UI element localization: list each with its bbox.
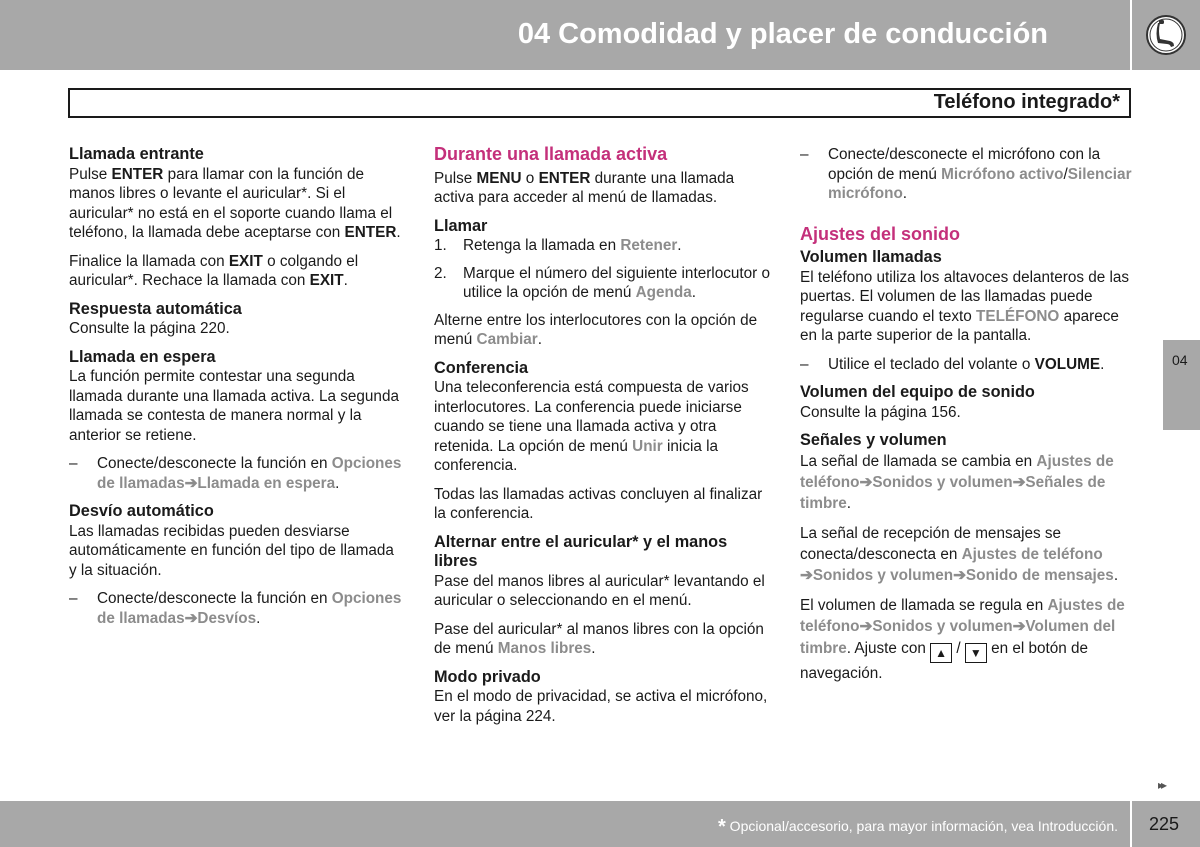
paragraph: Las llamadas recibidas pueden desviarse automáticamente en función del tipo de llamada y la situación. bbox=[69, 522, 394, 579]
chapter-side-tab bbox=[1163, 340, 1200, 430]
paragraph: Pase del auricular* al manos libres con la opción de menú Manos libres. bbox=[434, 620, 764, 657]
arrow-up-button-icon: ▲ bbox=[930, 643, 952, 663]
footer bbox=[0, 801, 1130, 847]
column-3 bbox=[800, 145, 1134, 693]
heading-audio-volume: Volumen del equipo de sonido bbox=[800, 383, 1035, 401]
chapter-tab-label: 04 bbox=[1172, 352, 1188, 368]
list-item: – Conecte/desconecte la función en Opciones de llamadas➔Desvíos. bbox=[69, 590, 402, 627]
heading-call-waiting: Llamada en espera bbox=[69, 347, 216, 366]
continue-arrow-icon: ▸▸ bbox=[1158, 778, 1165, 792]
paragraph: Pase del manos libres al auricular* levantando el auricular o seleccionando en el menú. bbox=[434, 572, 765, 609]
heading-active-call: Durante una llamada activa bbox=[434, 144, 668, 164]
paragraph: Alterne entre los interlocutores con la opción de menú Cambiar. bbox=[434, 311, 758, 348]
column-2 bbox=[434, 145, 770, 735]
page-number-box bbox=[1132, 801, 1200, 847]
paragraph: Una teleconferencia está compuesta de varios interlocutores. La conferencia puede iniciarse cuando se tiene una llamada activa y otra retenida. La opción de menú Unir inicia la conferencia. bbox=[434, 379, 749, 474]
heading-signals-volume: Señales y volumen bbox=[800, 431, 947, 449]
heading-call: Llamar bbox=[434, 216, 488, 235]
paragraph: La señal de recepción de mensajes se conecta/desconecta en Ajustes de teléfono ➔Sonidos y volumen➔Sonido de mensajes. bbox=[800, 524, 1119, 584]
footer-note: * Opcional/accesorio, para mayor información, vea Introducción. bbox=[718, 816, 1118, 838]
heading-call-volume: Volumen llamadas bbox=[800, 248, 942, 266]
paragraph: La función permite contestar una segunda llamada durante una llamada activa. La segunda llamada se contesta de manera normal y la anterior se retiene. bbox=[69, 368, 399, 444]
paragraph: La señal de llamada se cambia en Ajustes de teléfono➔Sonidos y volumen➔Señales de timbre. bbox=[800, 452, 1114, 512]
paragraph: Pulse ENTER para llamar con la función de manos libres o levante el auricular*. Si el auricular* no está en el soporte cuando llama el teléfono, la llamada debe aceptarse con ENTER. bbox=[69, 165, 401, 241]
chapter-icon-box bbox=[1132, 0, 1200, 70]
paragraph: Pulse MENU o ENTER durante una llamada activa para acceder al menú de llamadas. bbox=[434, 169, 735, 206]
heading-sound-settings: Ajustes del sonido bbox=[800, 223, 961, 244]
section-title: Teléfono integrado* bbox=[933, 91, 1120, 113]
chapter-title: 04 Comodidad y placer de conducción bbox=[517, 18, 1048, 50]
column-1 bbox=[69, 145, 405, 637]
paragraph: El volumen de llamada se regula en Ajustes de teléfono➔Sonidos y volumen➔Volumen del timbre. Ajuste con ▲ / ▼ en el botón de navegación. bbox=[800, 596, 1125, 682]
arrow-down-button-icon: ▼ bbox=[965, 643, 987, 663]
paragraph: Todas las llamadas activas concluyen al finalizar la conferencia. bbox=[434, 485, 763, 522]
heading-incoming-call: Llamada entrante bbox=[69, 145, 204, 163]
paragraph: Consulte la página 220. bbox=[69, 320, 230, 337]
section-header bbox=[68, 88, 1131, 118]
heading-switch-handset: Alternar entre el auricular* y el manos libres bbox=[434, 532, 728, 570]
seat-icon bbox=[1144, 13, 1188, 57]
heading-conference: Conferencia bbox=[434, 358, 529, 377]
heading-auto-answer: Respuesta automática bbox=[69, 299, 242, 318]
paragraph: Consulte la página 156. bbox=[800, 403, 961, 421]
paragraph: Finalice la llamada con EXIT o colgando el auricular*. Rechace la llamada con EXIT. bbox=[69, 252, 359, 289]
page-number: 225 bbox=[1149, 814, 1180, 834]
paragraph: En el modo de privacidad, se activa el micrófono, ver la página 224. bbox=[434, 688, 768, 725]
chapter-header bbox=[0, 0, 1130, 70]
paragraph: El teléfono utiliza los altavoces delanteros de las puertas. El volumen de las llamadas puede regularse cuando el texto TELÉFONO aparece en la parte superior de la pantalla. bbox=[800, 268, 1130, 344]
list-item: – Utilice el teclado del volante o VOLUME. bbox=[800, 355, 1105, 373]
heading-private-mode: Modo privado bbox=[434, 667, 541, 686]
list-item: 2. Marque el número del siguiente interlocutor o utilice la opción de menú Agenda. bbox=[434, 264, 770, 301]
list-item: 1. Retenga la llamada en Retener. bbox=[434, 237, 682, 254]
list-item: – Conecte/desconecte la función en Opciones de llamadas➔Llamada en espera. bbox=[69, 455, 402, 492]
heading-auto-divert: Desvío automático bbox=[69, 502, 214, 520]
list-item: – Conecte/desconecte el micrófono con la opción de menú Micrófono activo/Silenciar micrófono. bbox=[800, 146, 1132, 202]
